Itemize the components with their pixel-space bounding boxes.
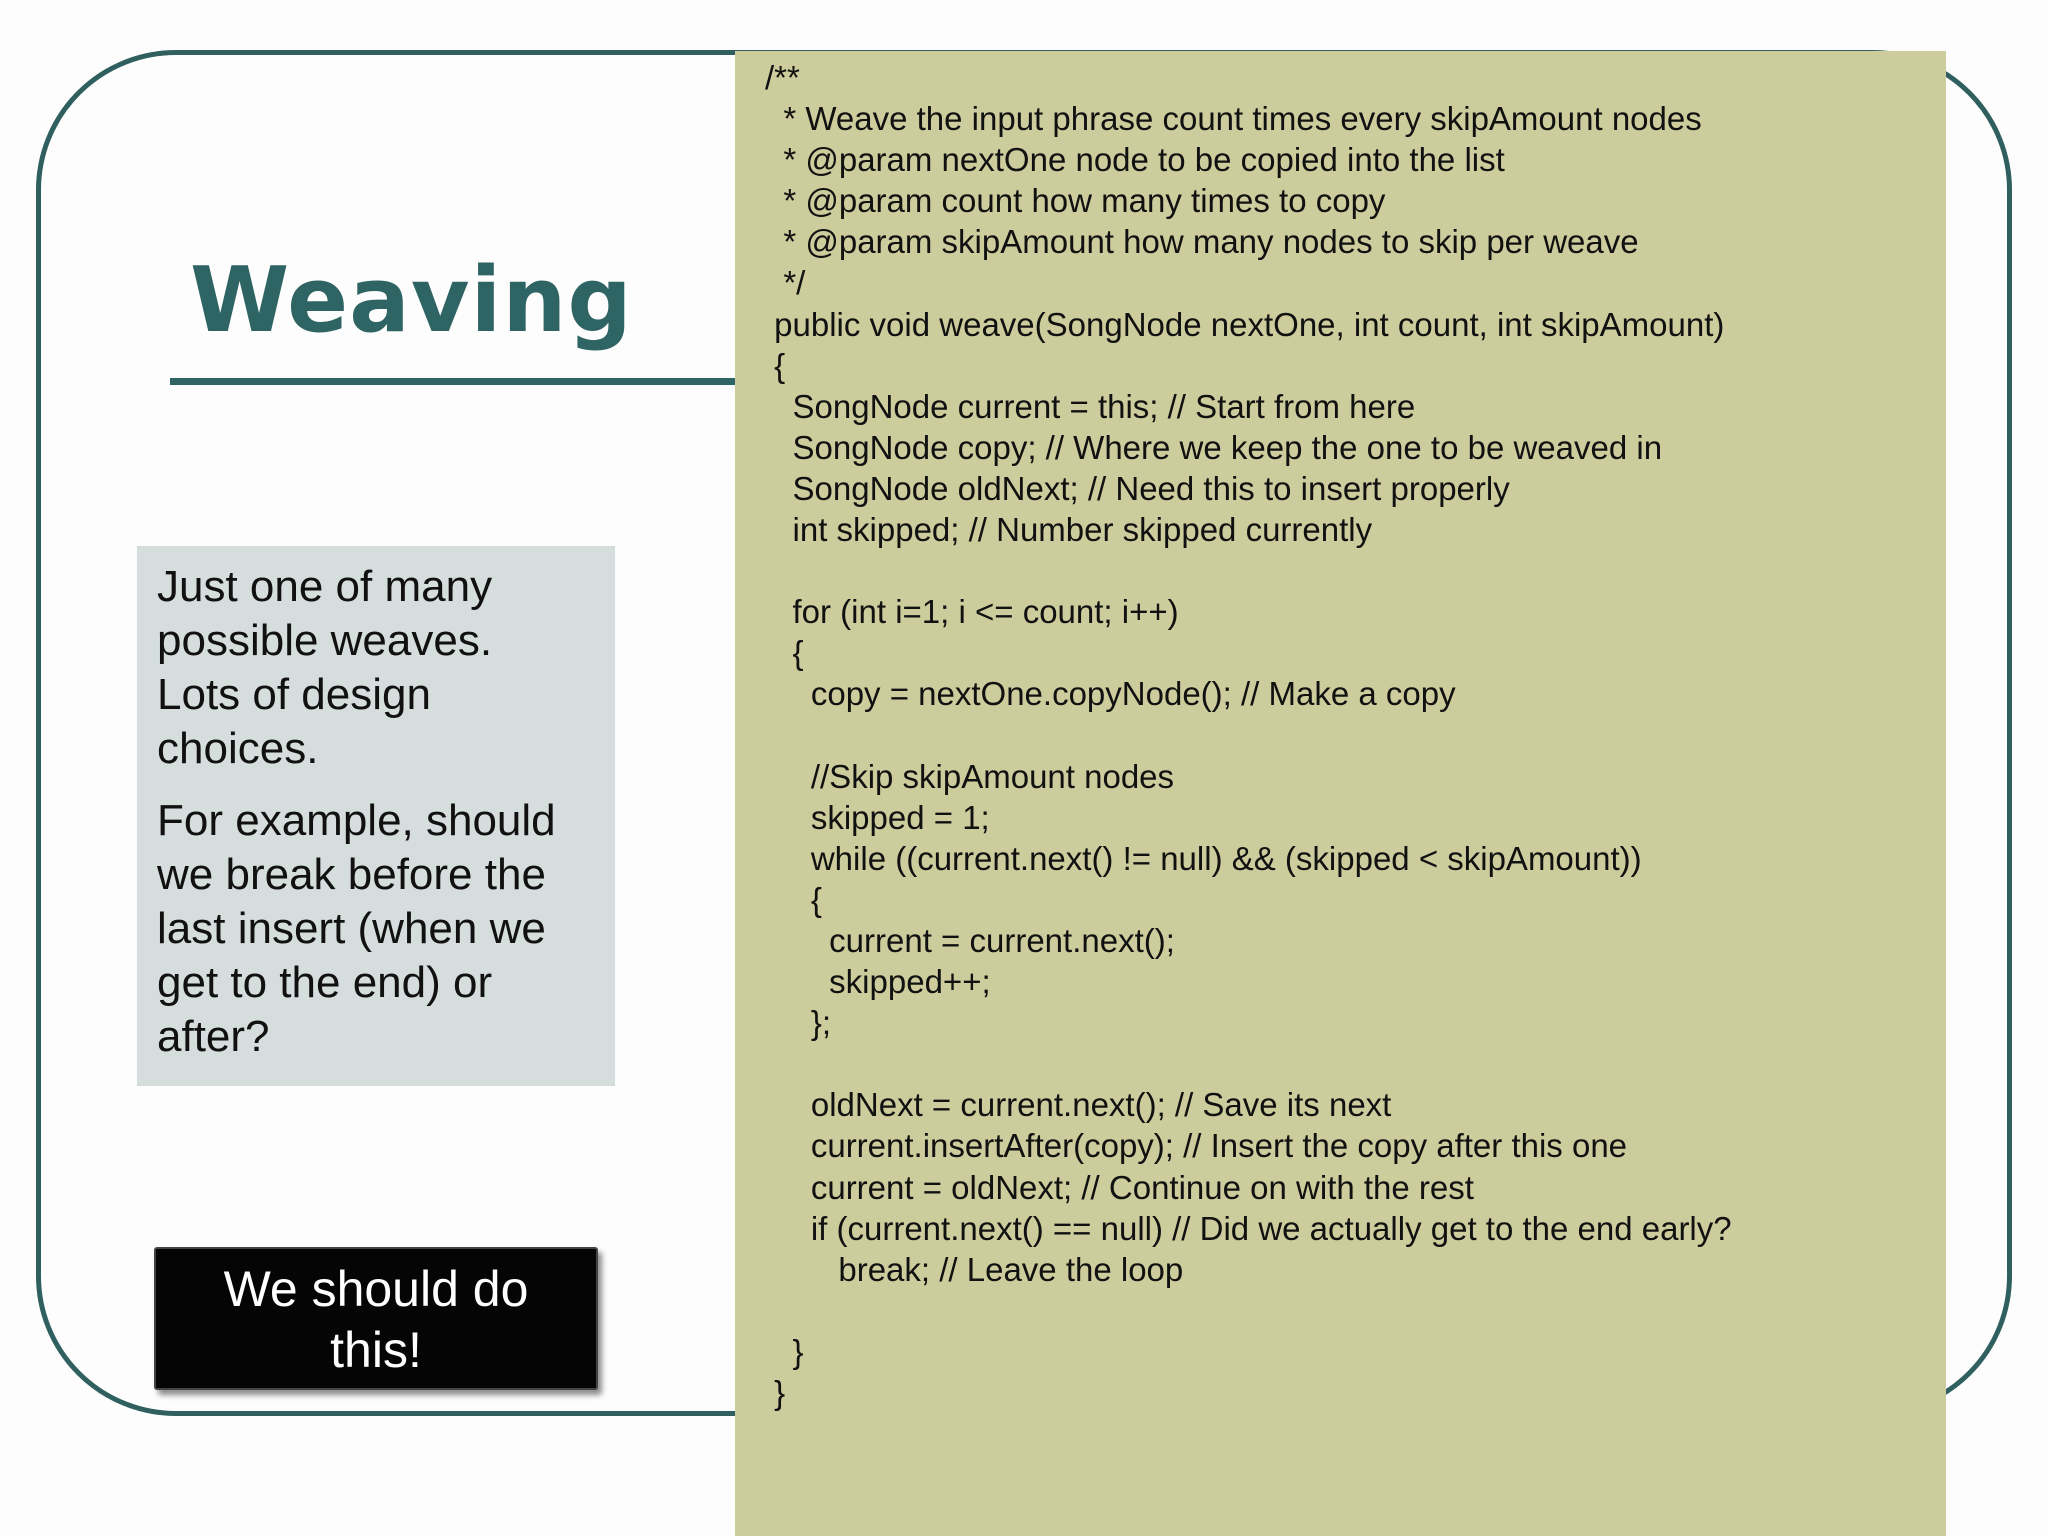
code-line: SongNode current = this; // Start from here	[765, 387, 1416, 425]
note-line: get to the end) or	[157, 958, 493, 1007]
code-panel	[735, 51, 1946, 1536]
code-line: }	[765, 1332, 804, 1370]
code-line: * Weave the input phrase count times every skipAmount nodes	[765, 100, 1702, 138]
code-line: int skipped; // Number skipped currently	[765, 511, 1373, 549]
note-line: choices.	[157, 724, 319, 773]
code-line: while ((current.next() != null) && (skipped < skipAmount))	[765, 839, 1642, 877]
code-line: for (int i=1; i <= count; i++)	[765, 593, 1179, 631]
note-line: possible weaves.	[157, 616, 493, 665]
code-line: if (current.next() == null) // Did we actually get to the end early?	[765, 1209, 1732, 1247]
code-line: {	[765, 346, 786, 384]
code-line: oldNext = current.next(); // Save its next	[765, 1086, 1392, 1124]
cta-label-line-2: this!	[330, 1322, 422, 1378]
slide-title: Weaving	[190, 248, 633, 353]
code-line: {	[765, 880, 822, 918]
we-should-do-this-button[interactable]	[154, 1247, 598, 1390]
code-line: break; // Leave the loop	[765, 1250, 1184, 1288]
note-line: after?	[157, 1012, 270, 1061]
code-line: skipped++;	[765, 963, 991, 1001]
note-paragraph-1	[157, 560, 595, 776]
note-box	[137, 546, 615, 1086]
code-line: {	[765, 634, 804, 672]
code-line: };	[765, 1004, 832, 1042]
code-line: SongNode copy; // Where we keep the one to be weaved in	[765, 428, 1663, 466]
note-line: we break before the	[157, 850, 546, 899]
note-paragraph-2	[157, 794, 595, 1064]
code-line: current = current.next();	[765, 921, 1175, 959]
code-listing	[765, 57, 1732, 1413]
note-line: For example, should	[157, 796, 556, 845]
title-underline	[170, 378, 736, 385]
code-line: copy = nextOne.copyNode(); // Make a copy	[765, 675, 1456, 713]
code-line: skipped = 1;	[765, 798, 990, 836]
cta-label-line-1: We should do	[223, 1261, 529, 1317]
code-line: }	[765, 1374, 786, 1411]
code-line: current.insertAfter(copy); // Insert the copy after this one	[765, 1127, 1628, 1165]
code-line: */	[765, 264, 806, 302]
code-line: /**	[765, 59, 800, 96]
note-line: Just one of many	[157, 562, 493, 611]
code-line: current = oldNext; // Continue on with the rest	[765, 1168, 1474, 1206]
note-line: Lots of design	[157, 670, 431, 719]
code-line: * @param skipAmount how many nodes to skip per weave	[765, 223, 1639, 261]
code-line: //Skip skipAmount nodes	[765, 757, 1175, 795]
code-line: * @param nextOne node to be copied into the list	[765, 141, 1505, 179]
code-line: SongNode oldNext; // Need this to insert properly	[765, 469, 1510, 507]
code-line: * @param count how many times to copy	[765, 182, 1386, 220]
code-line: public void weave(SongNode nextOne, int count, int skipAmount)	[765, 305, 1725, 343]
note-line: last insert (when we	[157, 904, 546, 953]
